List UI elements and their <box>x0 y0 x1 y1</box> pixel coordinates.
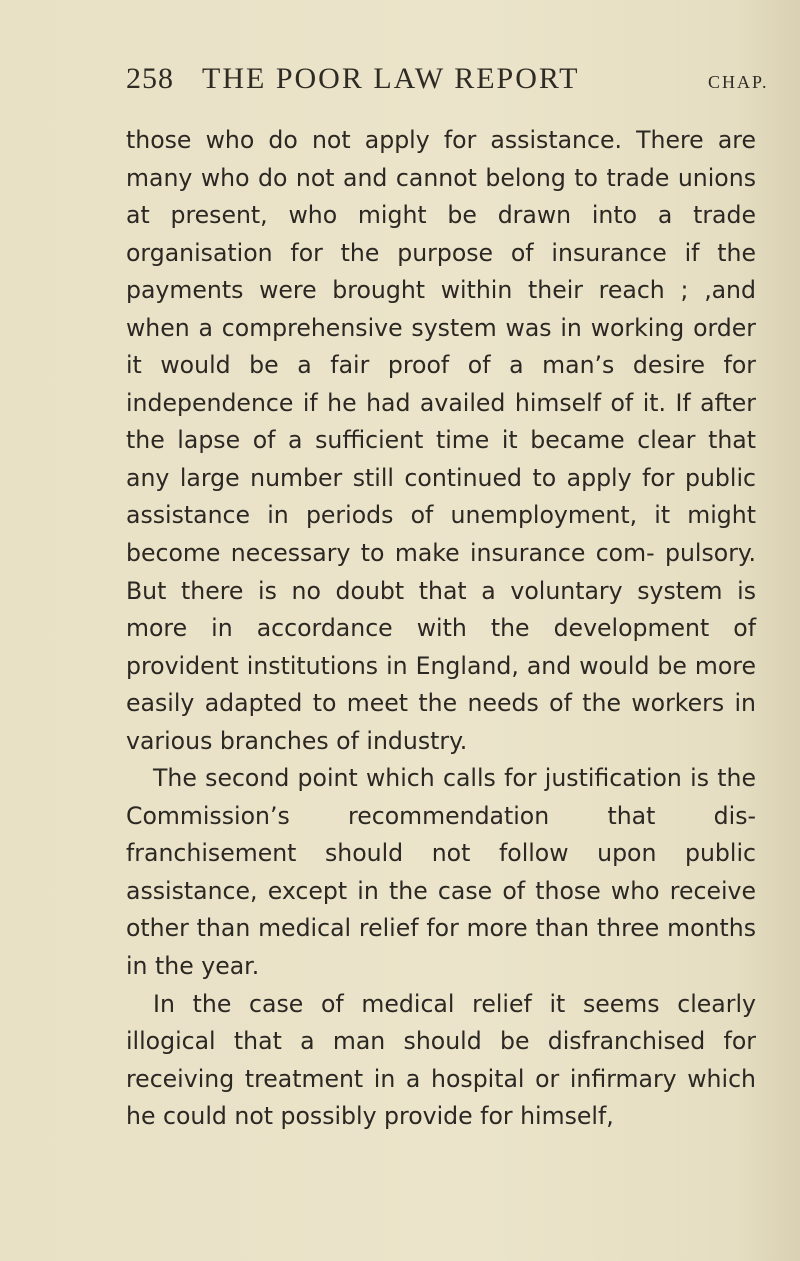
paragraph: In the case of medical relief it seems clearly illogical that a man should be disfranchised for receiving treatment in a hospital or infirmary which he could not possibly provide for himself, <box>126 989 756 1131</box>
page-number: 258 <box>126 62 174 95</box>
running-title: THE POOR LAW REPORT <box>202 62 580 95</box>
paragraph: The second point which calls for justification is the Commission’s recommendation that dis- franchisement should not follow upon public assistance, except in the case of those who receive other than medical relief for more than three months in the year. <box>126 764 756 981</box>
page-header <box>126 62 769 106</box>
chapter-mark: CHAP. <box>708 72 769 92</box>
body-text <box>126 122 756 1136</box>
paragraph: those who do not apply for assistance. There are many who do not and cannot belong to trade unions at present, who might be drawn into a trade organisation for the purpose of insurance if the payments were brought within their reach ; ‚and when a comprehensive system was in working order it would be a fair proof of a man’s desire for independence if he had availed himself of it. If after the lapse of a sufficient time it became clear that any large number still continued to apply for public assistance in periods of unemployment, it might become necessary to make insurance com- pulsory. But there is no doubt that a voluntary system is more in accordance with the development of provident institutions in England, and would be more easily adapted to meet the needs of the workers in various branches of industry. <box>126 126 756 755</box>
